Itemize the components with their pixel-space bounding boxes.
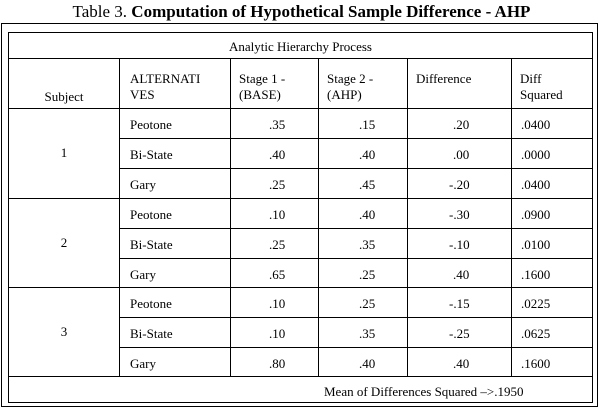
difference-value: .40 bbox=[453, 356, 470, 371]
stage1-value: .40 bbox=[269, 147, 286, 162]
stage1-value: .35 bbox=[269, 117, 286, 132]
subject-id: 1 bbox=[60, 145, 68, 160]
alternative-name: Peotone bbox=[130, 207, 172, 222]
subject-id: 2 bbox=[60, 235, 68, 250]
table-outer-frame bbox=[1, 23, 598, 407]
alternative-name: Gary bbox=[130, 356, 156, 371]
stage2-value: .35 bbox=[359, 237, 376, 252]
alternative-name: Bi-State bbox=[130, 326, 173, 341]
row-rule bbox=[119, 228, 592, 229]
column-header-subject: Subject bbox=[44, 89, 84, 104]
column-rule bbox=[318, 58, 319, 376]
difference-value: -.20 bbox=[449, 177, 470, 192]
column-rule bbox=[119, 58, 120, 376]
group-header: Analytic Hierarchy Process bbox=[229, 39, 372, 54]
column-header-alternatives: ALTERNATI bbox=[130, 71, 201, 86]
stage1-value: .25 bbox=[269, 237, 286, 252]
row-rule bbox=[119, 168, 592, 169]
caption-label: Table 3. bbox=[72, 2, 128, 21]
difference-value: .40 bbox=[453, 267, 470, 282]
diff-squared-value: .1600 bbox=[521, 267, 551, 282]
alternative-name: Peotone bbox=[130, 296, 172, 311]
column-header-stage1: Stage 1 - bbox=[239, 71, 286, 86]
column-header-diff-squared: Squared bbox=[520, 87, 563, 102]
column-rule bbox=[230, 58, 231, 376]
stage1-value: .10 bbox=[269, 296, 286, 311]
diff-squared-value: .0100 bbox=[521, 237, 551, 252]
group-header-rule bbox=[9, 58, 592, 59]
stage2-value: .45 bbox=[359, 177, 376, 192]
diff-squared-value: .0625 bbox=[521, 326, 551, 341]
data-table bbox=[8, 32, 593, 403]
stage2-value: .40 bbox=[359, 147, 376, 162]
stage2-value: .40 bbox=[359, 356, 376, 371]
diff-squared-value: .0900 bbox=[521, 207, 551, 222]
table-caption bbox=[0, 2, 603, 22]
stage1-value: .10 bbox=[269, 207, 286, 222]
difference-value: -.15 bbox=[449, 296, 470, 311]
alternative-name: Gary bbox=[130, 267, 156, 282]
column-rule bbox=[511, 58, 512, 376]
alternative-name: Gary bbox=[130, 177, 156, 192]
subject-block-rule bbox=[9, 376, 592, 377]
column-header-stage1: (BASE) bbox=[239, 87, 281, 102]
subject-block-rule bbox=[9, 287, 592, 288]
diff-squared-value: .1600 bbox=[521, 356, 551, 371]
diff-squared-value: .0000 bbox=[521, 147, 551, 162]
difference-value: -.25 bbox=[449, 326, 470, 341]
stage2-value: .15 bbox=[359, 117, 376, 132]
stage1-value: .10 bbox=[269, 326, 286, 341]
difference-value: -.30 bbox=[449, 207, 470, 222]
diff-squared-value: .0225 bbox=[521, 296, 551, 311]
column-header-stage2: (AHP) bbox=[327, 87, 362, 102]
difference-value: .00 bbox=[453, 147, 470, 162]
stage2-value: .25 bbox=[359, 296, 376, 311]
alternative-name: Bi-State bbox=[130, 237, 173, 252]
alternative-name: Peotone bbox=[130, 117, 172, 132]
stage2-value: .40 bbox=[359, 207, 376, 222]
subject-id: 3 bbox=[60, 324, 68, 339]
header-bottom-rule bbox=[9, 108, 592, 109]
mean-of-differences-squared: Mean of Differences Squared –>.1950 bbox=[324, 384, 524, 399]
column-header-stage2: Stage 2 - bbox=[327, 71, 374, 86]
subject-block-rule bbox=[9, 198, 592, 199]
stage1-value: .65 bbox=[269, 267, 286, 282]
column-header-difference: Difference bbox=[416, 71, 472, 86]
stage1-value: .25 bbox=[269, 177, 286, 192]
column-rule bbox=[407, 58, 408, 376]
row-rule bbox=[119, 317, 592, 318]
difference-value: -.10 bbox=[449, 237, 470, 252]
diff-squared-value: .0400 bbox=[521, 177, 551, 192]
difference-value: .20 bbox=[453, 117, 470, 132]
caption-title: Computation of Hypothetical Sample Difference - AHP bbox=[131, 2, 531, 21]
column-header-diff-squared: Diff bbox=[520, 71, 542, 86]
row-rule bbox=[119, 258, 592, 259]
alternative-name: Bi-State bbox=[130, 147, 173, 162]
row-rule bbox=[119, 347, 592, 348]
stage2-value: .25 bbox=[359, 267, 376, 282]
stage1-value: .80 bbox=[269, 356, 286, 371]
row-rule bbox=[119, 138, 592, 139]
column-header-alternatives: VES bbox=[130, 87, 155, 102]
diff-squared-value: .0400 bbox=[521, 117, 551, 132]
stage2-value: .35 bbox=[359, 326, 376, 341]
